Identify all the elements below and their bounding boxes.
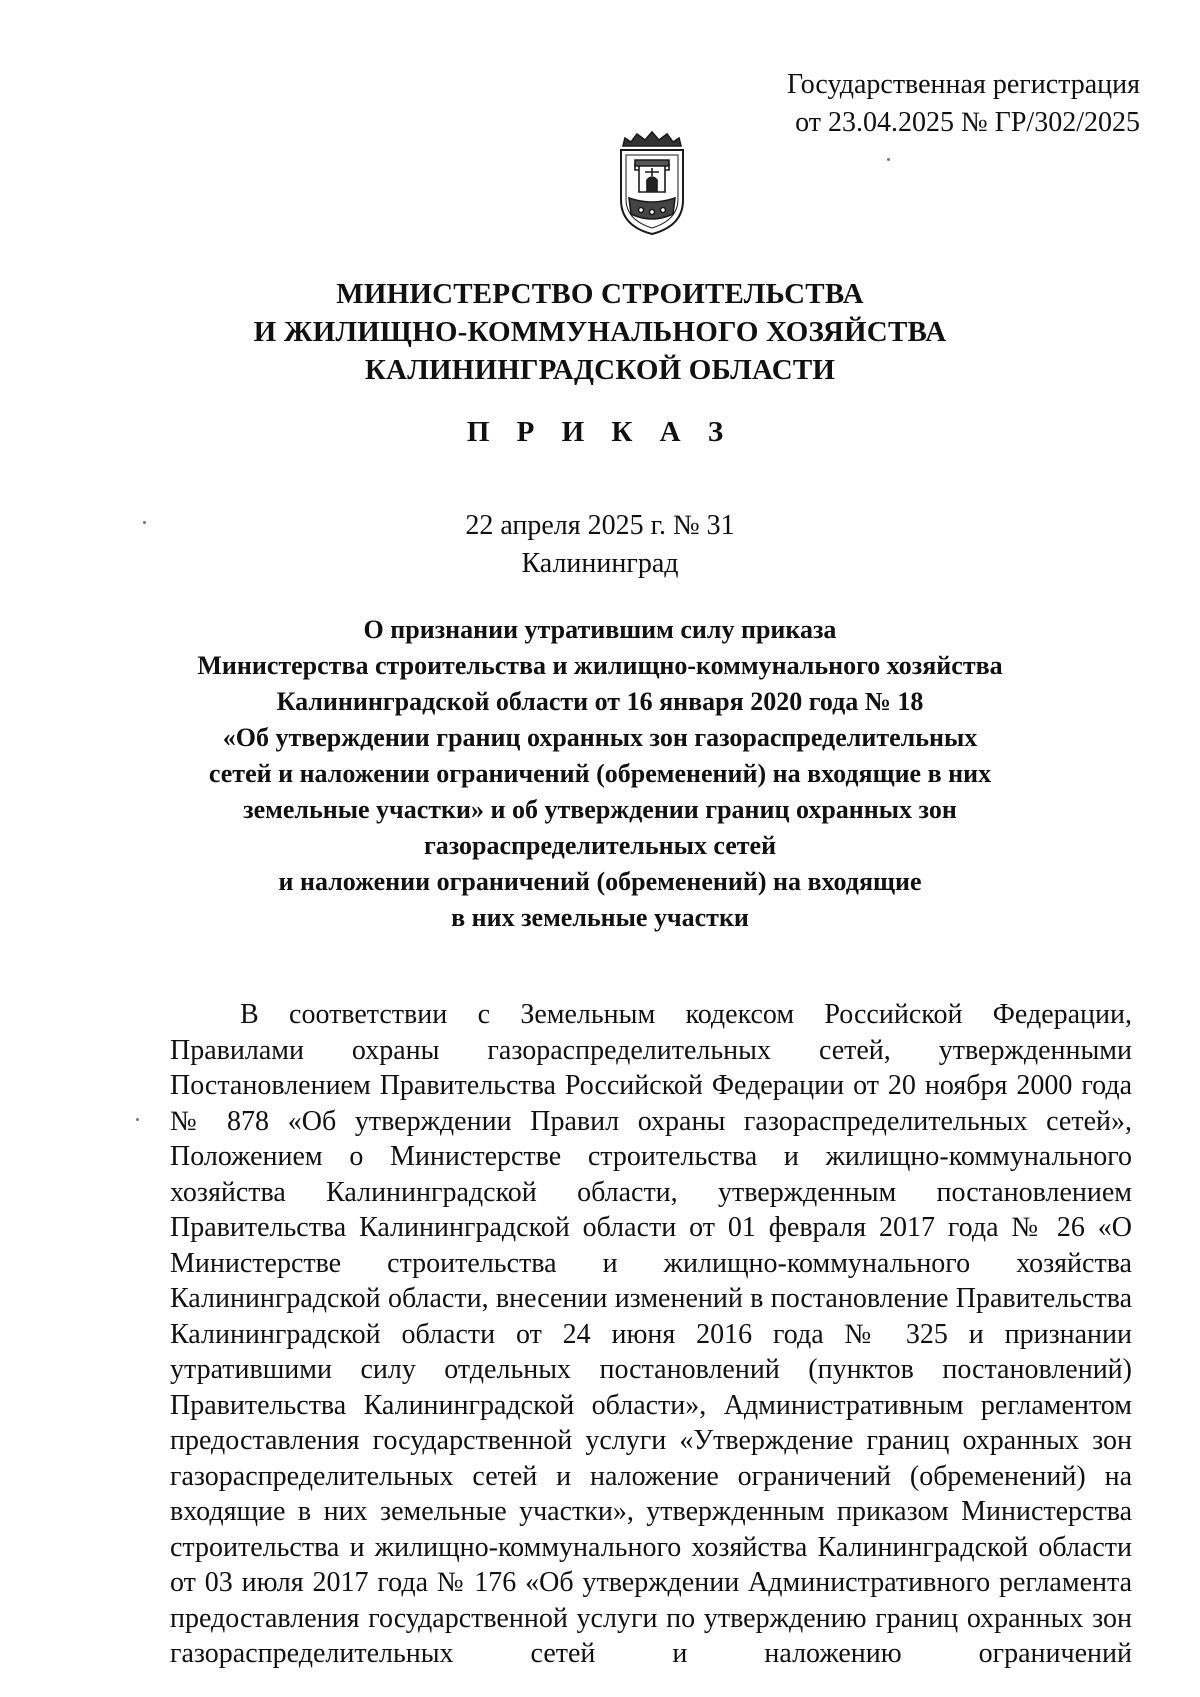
subject-line: сетей и наложении ограничений (обременений) на входящие в них: [208, 759, 992, 788]
ministry-name-line-1: МИНИСТЕРСТВО СТРОИТЕЛЬСТВА: [336, 278, 864, 310]
order-subject: [170, 612, 1030, 936]
registration-number: от 23.04.2025 № ГР/302/2025: [795, 107, 1140, 138]
date-and-place: [0, 507, 1200, 583]
ministry-name-line-2: И ЖИЛИЩНО-КОММУНАЛЬНОГО ХОЗЯЙСТВА: [253, 316, 947, 348]
scan-speck: [136, 1118, 139, 1121]
scan-speck: [143, 521, 146, 524]
registration-title: Государственная регистрация: [787, 69, 1140, 100]
kaliningrad-coat-of-arms-icon: [615, 130, 689, 236]
subject-line: «Об утверждении границ охранных зон газораспределительных: [222, 723, 978, 752]
subject-line: Министерства строительства и жилищно-коммунального хозяйства: [197, 651, 1003, 680]
subject-line: в них земельные участки: [451, 903, 749, 932]
ministry-name-line-3: КАЛИНИНГРАДСКОЙ ОБЛАСТИ: [364, 354, 836, 386]
subject-line: земельные участки» и об утверждении границ охранных зон: [243, 795, 957, 824]
subject-line: и наложении ограничений (обременений) на входящие: [278, 867, 922, 896]
subject-line: Калининградской области от 16 января 2020 года № 18: [276, 687, 924, 716]
body-paragraph: В соответствии с Земельным кодексом Российской Федерации, Правилами охраны газораспределительных сетей, утвержденными Постановлением Правительства Российской Федерации от 20 ноября 2000 года № 878 «Об утверждении Правил охраны газораспределительных сетей», Положением о Министерстве строительства и жилищно-коммунального хозяйства Калининградской области, утвержденным постановлением Правительства Калининградской области от 01 февраля 2017 года № 26 «О Министерстве строительства и жилищно-коммунального хозяйства Калининградской области, внесении изменений в постановление Правительства Калининградской области от 24 июня 2016 года № 325 и признании утратившими силу отдельных постановлений (пунктов постановлений) Правительства Калининградской области», Административным регламентом предоставления государственной услуги «Утверждение границ охранных зон газораспределительных сетей и наложение ограничений (обременений) на входящие в них земельные участки», утвержденным приказом Министерства строительства и жилищно-коммунального хозяйства Калининградской области от 03 июля 2017 года № 176 «Об утверждении Административного регламента предоставления государственной услуги по утверждению границ охранных зон газораспределительных сетей и наложению ограничений: [170, 999, 1132, 1669]
document-type: П Р И К А З: [466, 416, 734, 448]
registration-stamp: [787, 66, 1140, 142]
order-city: Калининград: [521, 548, 679, 579]
subject-line: газораспределительных сетей: [423, 831, 777, 860]
order-date-number: 22 апреля 2025 г. № 31: [465, 510, 735, 541]
subject-line: О признании утратившим силу приказа: [363, 615, 837, 644]
ministry-name: [0, 275, 1200, 389]
scan-speck: [887, 158, 890, 161]
